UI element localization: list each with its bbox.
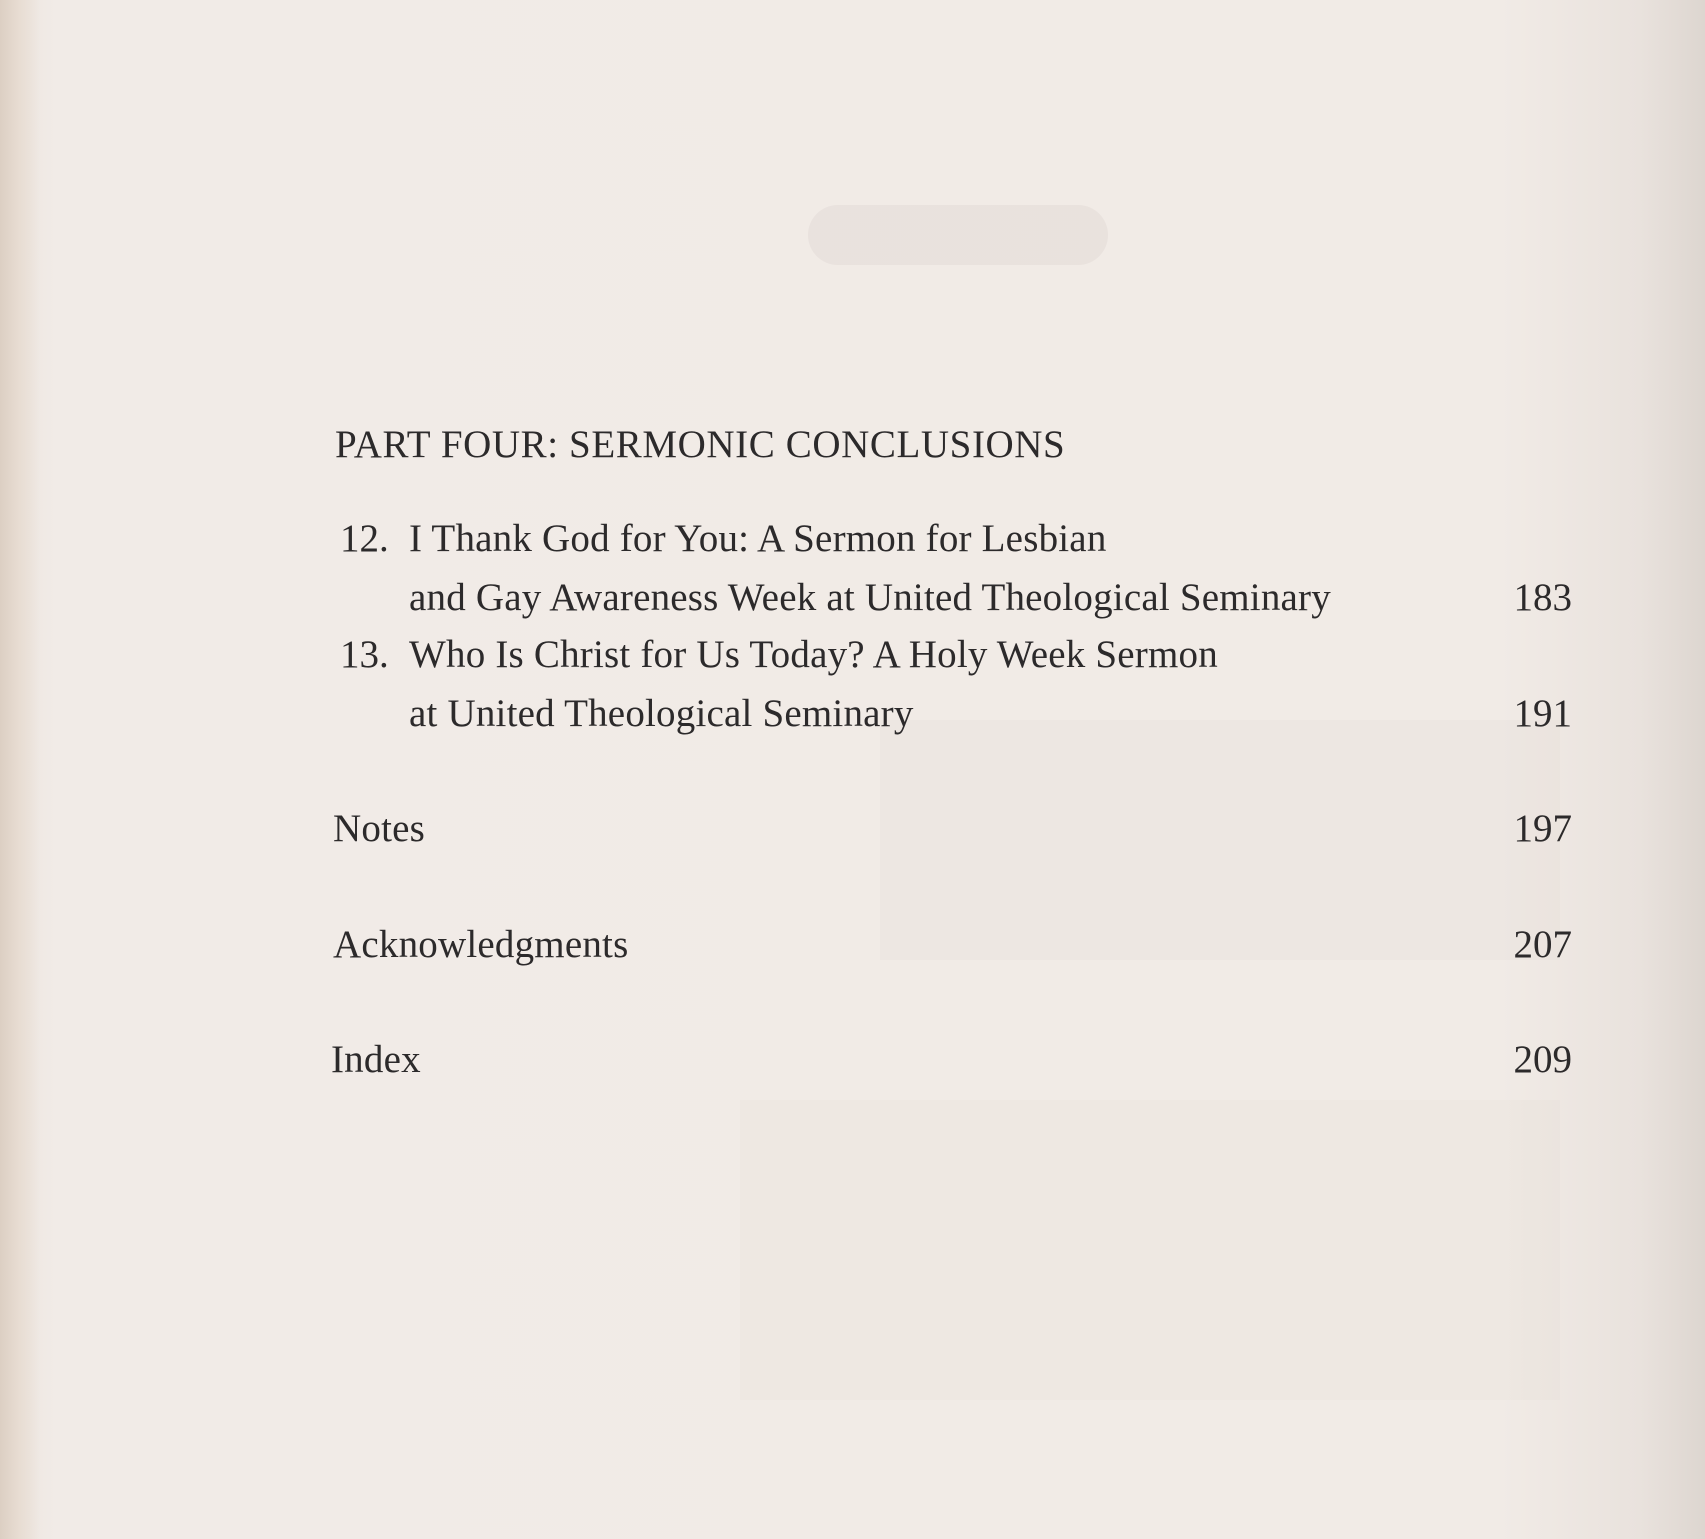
entry-page-number: 191 (1513, 692, 1572, 735)
bleed-through-block-2 (740, 1100, 1560, 1400)
back-matter-title: Index (331, 1038, 421, 1081)
back-matter-page-number: 197 (1513, 807, 1572, 850)
entry-number: 12. (340, 517, 389, 560)
entry-page-number: 183 (1513, 576, 1572, 619)
bleed-through-block (880, 720, 1560, 960)
back-matter-title: Acknowledgments (333, 923, 629, 966)
page-gutter (0, 0, 40, 1539)
part-heading: PART FOUR: SERMONIC CONCLUSIONS (335, 423, 1066, 466)
entry-title-line-1: I Thank God for You: A Sermon for Lesbian (409, 517, 1107, 560)
entry-title-line-2: and Gay Awareness Week at United Theological Seminary (409, 576, 1331, 619)
entry-title-line-1: Who Is Christ for Us Today? A Holy Week Sermon (409, 633, 1218, 676)
back-matter-page-number: 207 (1513, 923, 1572, 966)
back-matter-page-number: 209 (1513, 1038, 1572, 1081)
bleed-through-title-mark (808, 205, 1108, 265)
back-matter-title: Notes (333, 807, 425, 850)
entry-number: 13. (340, 633, 389, 676)
entry-title-line-2: at United Theological Seminary (409, 692, 914, 735)
